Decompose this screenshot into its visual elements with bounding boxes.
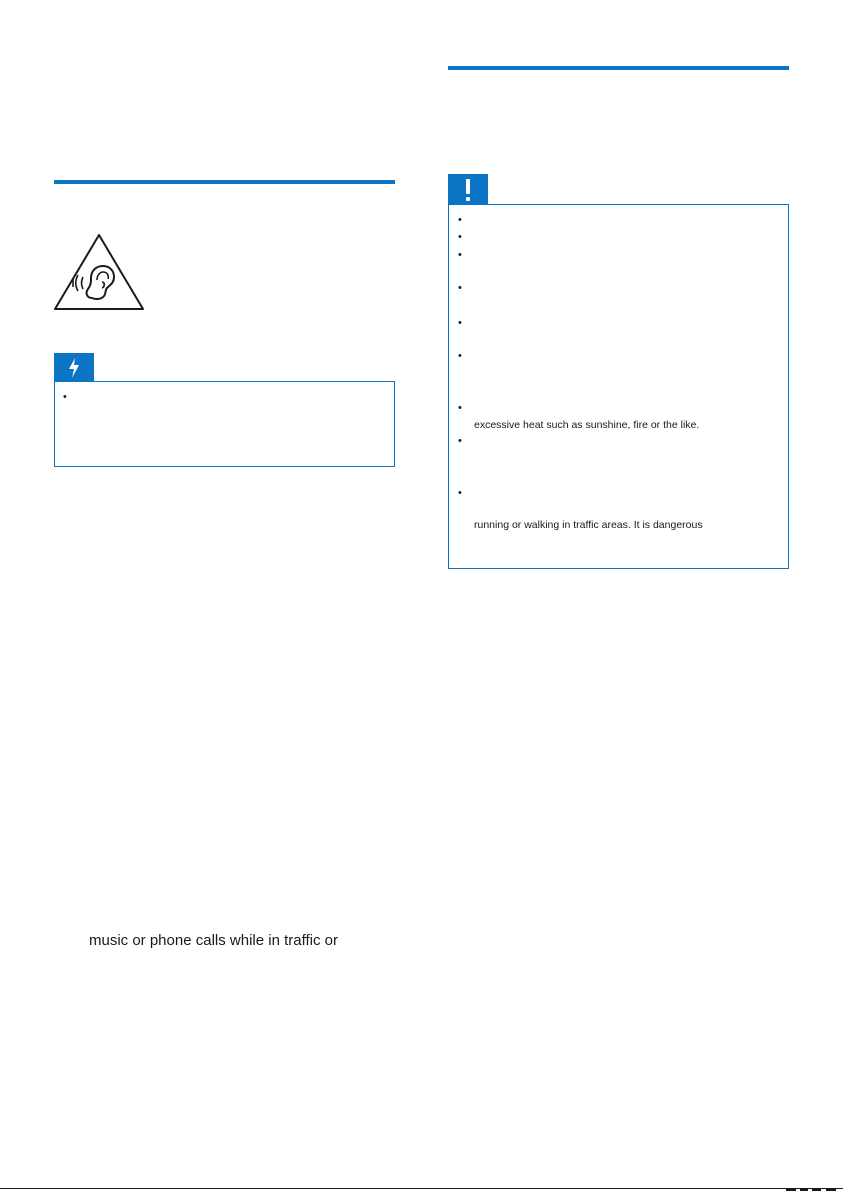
caution-bullet: • [458, 249, 462, 261]
caution-bullet: • [458, 487, 462, 499]
caution-bullet: • [458, 350, 462, 362]
caution-bullet: • [458, 214, 462, 226]
caution-box [448, 204, 789, 569]
danger-tab [54, 353, 94, 382]
exclamation-icon [463, 178, 473, 202]
body-text-line: music or phone calls while in traffic or [89, 932, 338, 949]
caution-bullet: • [458, 282, 462, 294]
caution-tab [448, 174, 488, 205]
caution-text-line: excessive heat such as sunshine, fire or the like. [474, 419, 700, 431]
caution-bullet: • [458, 402, 462, 414]
caution-bullet: • [458, 231, 462, 243]
danger-box [54, 381, 395, 467]
caution-bullet: • [458, 435, 462, 447]
caution-bullet: • [458, 317, 462, 329]
section-rule-right [448, 66, 789, 70]
caution-text-line: running or walking in traffic areas. It is dangerous [474, 519, 703, 531]
lightning-icon [67, 357, 81, 379]
section-rule-left [54, 180, 395, 184]
danger-bullet: • [63, 391, 67, 403]
page-footer-rule [0, 1188, 843, 1189]
hearing-damage-warning-icon [52, 232, 146, 312]
